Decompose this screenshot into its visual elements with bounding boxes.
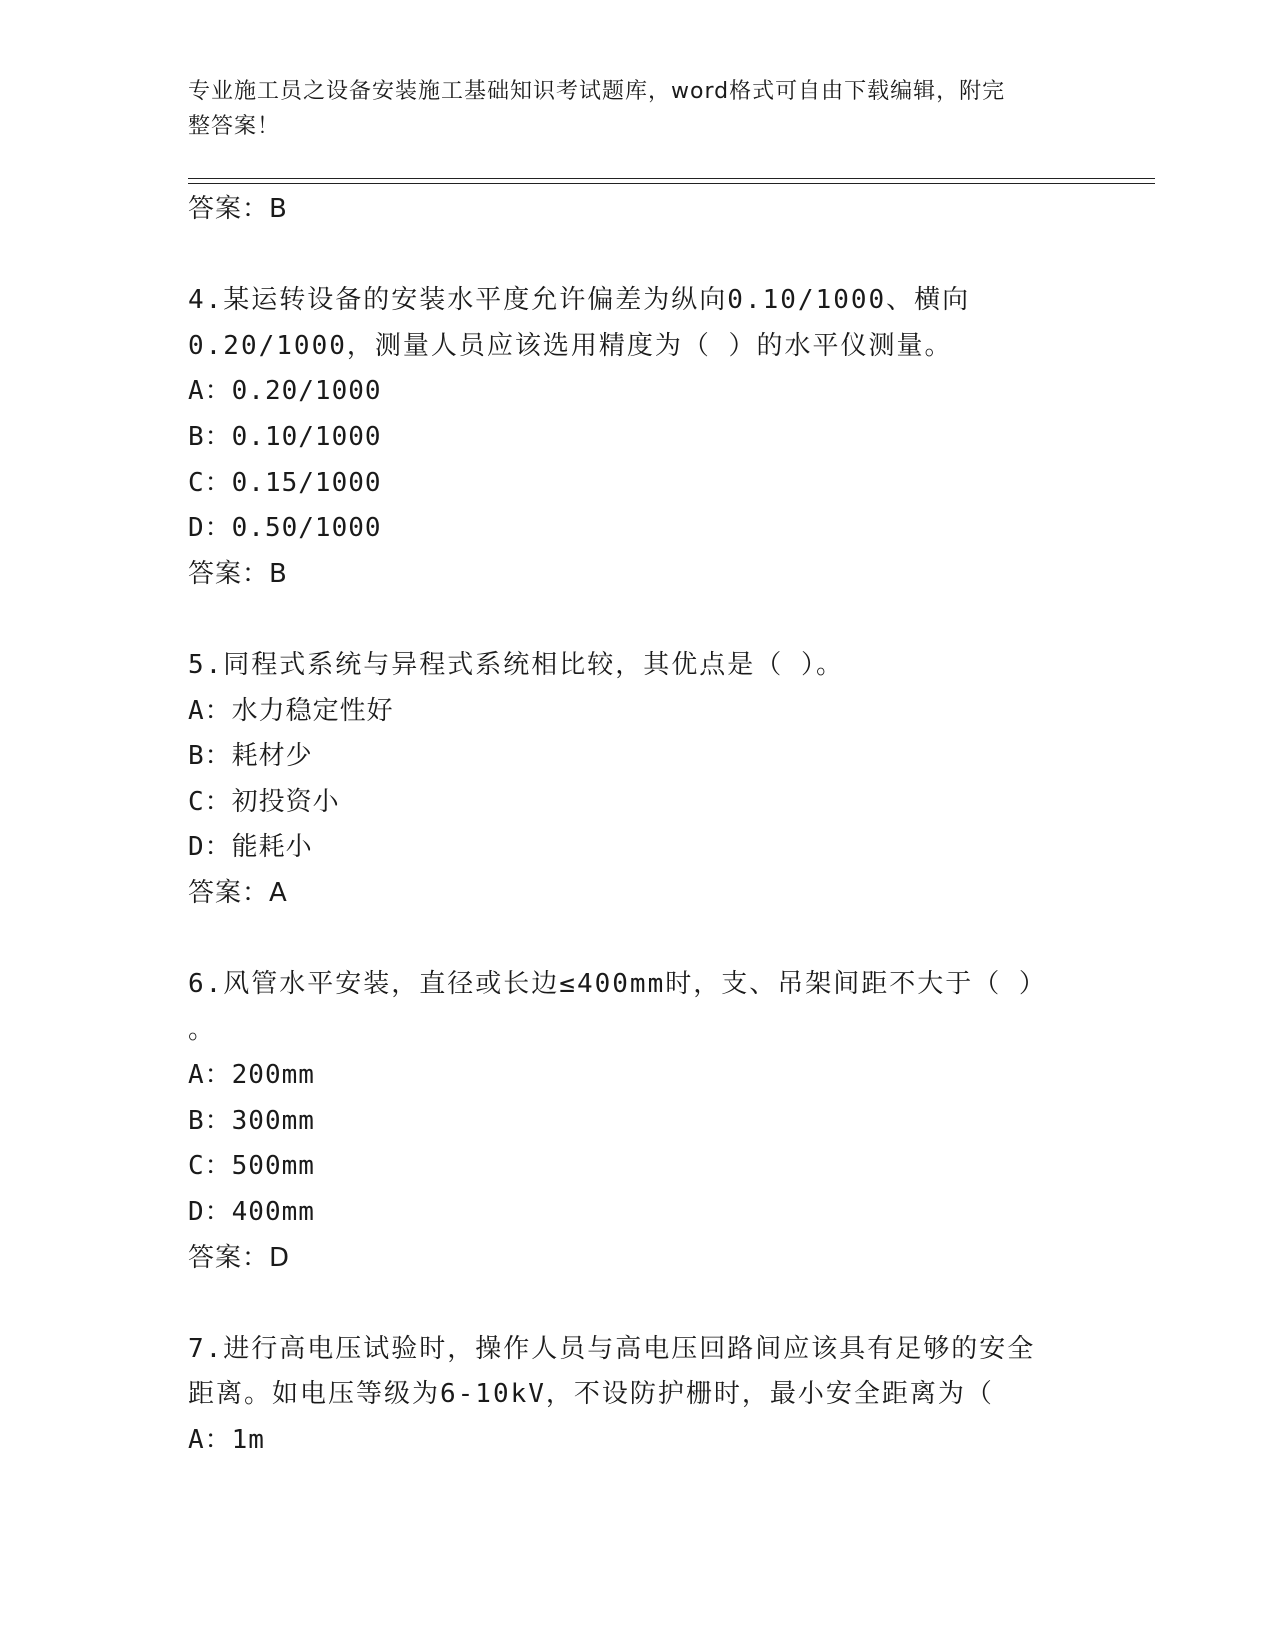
question-6 (188, 962, 1088, 1281)
header-rule-top (188, 178, 1155, 179)
option-c: C：500mm (188, 1151, 315, 1182)
option-a: A：1m (188, 1425, 265, 1456)
spacer (188, 917, 1088, 963)
document-body (188, 187, 1088, 1464)
option-c: C：初投资小 (188, 786, 340, 817)
question-7 (188, 1327, 1088, 1464)
spacer (188, 597, 1088, 643)
question-text-line: 6.风管水平安装，直径或长边≤400mm时，支、吊架间距不大于（ ） (188, 969, 1047, 1000)
question-text-line: 4.某运转设备的安装水平度允许偏差为纵向0.10/1000、横向 (188, 285, 971, 316)
question-text-line: 距离。如电压等级为6-10kV，不设防护栅时，最小安全距离为（ (188, 1379, 994, 1410)
spacer (188, 1281, 1088, 1327)
question-5 (188, 643, 1088, 917)
option-b: B：耗材少 (188, 741, 313, 772)
header-line-1: 专业施工员之设备安装施工基础知识考试题库，word格式可自由下载编辑，附完 (188, 79, 1006, 104)
answer-line: 答案：D (188, 1242, 291, 1273)
spacer (188, 233, 1088, 279)
question-text-line: 0.20/1000，测量人员应该选用精度为（ ）的水平仪测量。 (188, 330, 953, 361)
header-line-2: 整答案！ (188, 114, 281, 139)
option-d: D：0.50/1000 (188, 513, 382, 544)
option-c: C：0.15/1000 (188, 467, 382, 498)
option-d: D：能耗小 (188, 832, 313, 863)
answer-line: 答案：A (188, 877, 288, 908)
question-text-line: 7.进行高电压试验时，操作人员与高电压回路间应该具有足够的安全 (188, 1333, 1036, 1364)
option-d: D：400mm (188, 1197, 315, 1228)
option-a: A：水力稳定性好 (188, 695, 394, 726)
answer-line: 答案：B (188, 194, 288, 224)
question-4 (188, 278, 1088, 597)
question-text-line: 5.同程式系统与异程式系统相比较，其优点是（ ）。 (188, 649, 844, 680)
option-b: B：0.10/1000 (188, 421, 382, 452)
option-a: A：200mm (188, 1060, 315, 1091)
question-text-line: 。 (188, 1014, 217, 1045)
option-b: B：300mm (188, 1105, 315, 1136)
option-a: A：0.20/1000 (188, 376, 382, 407)
document-header (188, 74, 1068, 144)
answer-line: 答案：B (188, 558, 288, 589)
header-rule-bottom (188, 183, 1155, 184)
